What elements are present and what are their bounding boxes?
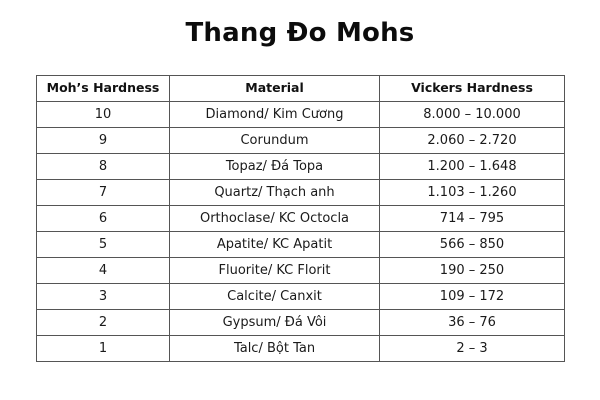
cell-material: Fluorite/ KC Florit [170,258,380,284]
table-row [37,284,565,310]
cell-vickers-range: 2 – 3 [380,336,565,362]
table-row [37,128,565,154]
table-row [37,310,565,336]
cell-material: Gypsum/ Đá Vôi [170,310,380,336]
table-row [37,180,565,206]
cell-vickers-range: 2.060 – 2.720 [380,128,565,154]
table-row [37,102,565,128]
cell-material: Calcite/ Canxit [170,284,380,310]
cell-material: Topaz/ Đá Topa [170,154,380,180]
cell-mohs-value: 6 [37,206,170,232]
table-row [37,232,565,258]
table-header-row [37,76,565,102]
cell-mohs-value: 9 [37,128,170,154]
cell-mohs-value: 5 [37,232,170,258]
cell-vickers-range: 1.200 – 1.648 [380,154,565,180]
mohs-hardness-table [36,75,565,362]
header-vickers-hardness: Vickers Hardness [380,76,565,102]
cell-material: Diamond/ Kim Cương [170,102,380,128]
page-title: Thang Đo Mohs [185,18,415,48]
cell-vickers-range: 566 – 850 [380,232,565,258]
cell-mohs-value: 7 [37,180,170,206]
cell-vickers-range: 1.103 – 1.260 [380,180,565,206]
cell-mohs-value: 2 [37,310,170,336]
cell-mohs-value: 10 [37,102,170,128]
cell-vickers-range: 190 – 250 [380,258,565,284]
cell-material: Talc/ Bột Tan [170,336,380,362]
table-row [37,258,565,284]
header-mohs-hardness: Moh’s Hardness [37,76,170,102]
cell-vickers-range: 714 – 795 [380,206,565,232]
cell-mohs-value: 4 [37,258,170,284]
table-row [37,336,565,362]
cell-vickers-range: 8.000 – 10.000 [380,102,565,128]
header-material: Material [170,76,380,102]
cell-material: Corundum [170,128,380,154]
cell-material: Quartz/ Thạch anh [170,180,380,206]
cell-mohs-value: 8 [37,154,170,180]
cell-vickers-range: 109 – 172 [380,284,565,310]
table-row [37,206,565,232]
cell-material: Orthoclase/ KC Octocla [170,206,380,232]
cell-mohs-value: 3 [37,284,170,310]
table-row [37,154,565,180]
cell-material: Apatite/ KC Apatit [170,232,380,258]
cell-mohs-value: 1 [37,336,170,362]
cell-vickers-range: 36 – 76 [380,310,565,336]
